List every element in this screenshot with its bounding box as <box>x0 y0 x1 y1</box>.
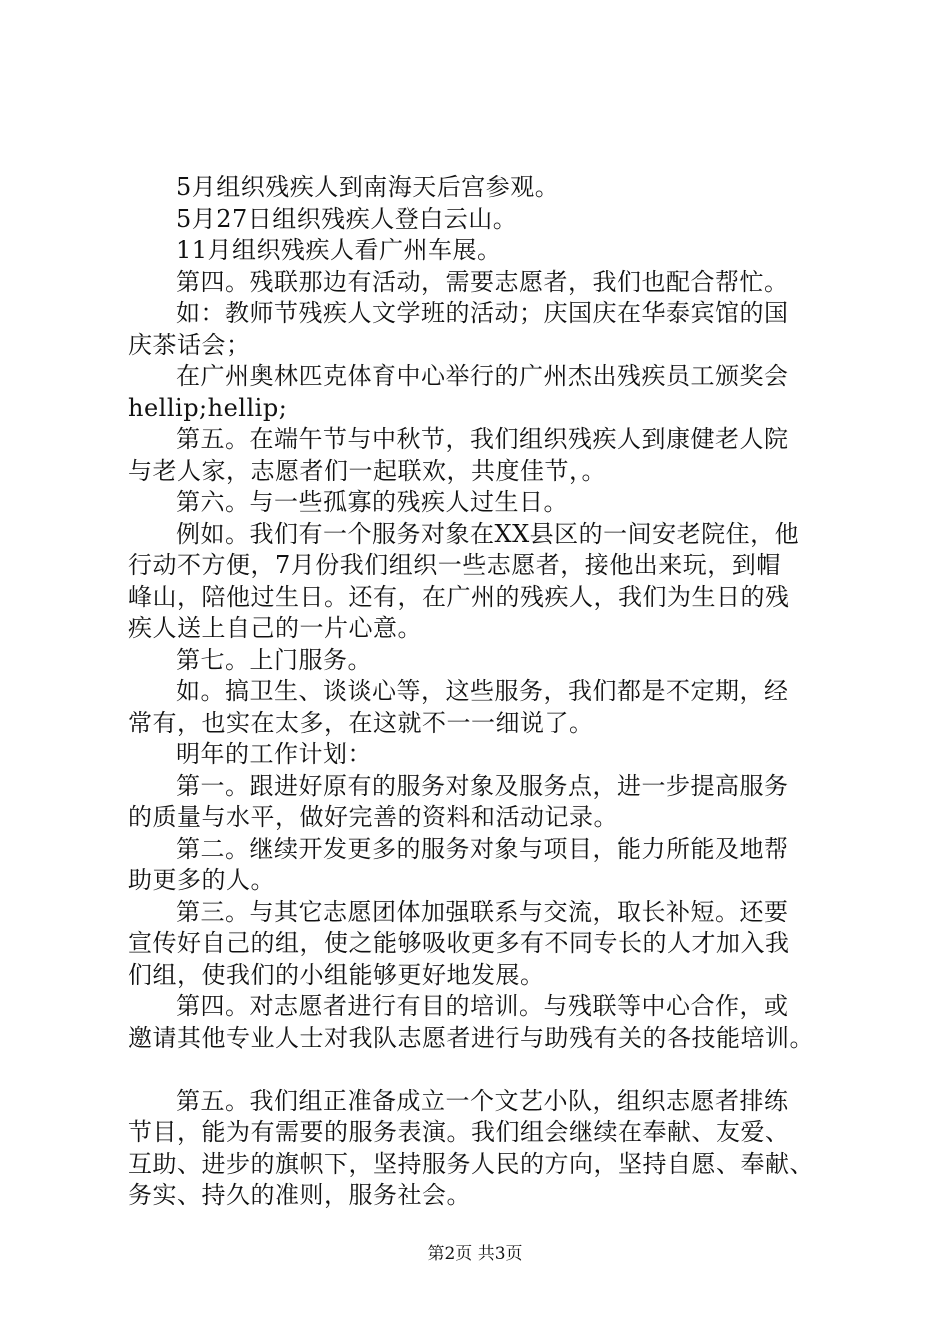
paragraph-line: 助更多的人。 <box>128 866 275 894</box>
paragraph-line: 宣传好自己的组，使之能够吸收更多有不同专长的人才加入我 <box>128 929 790 957</box>
paragraph-line: 们组，使我们的小组能够更好地发展。 <box>128 960 545 989</box>
paragraph-line: 第六。与一些孤寡的残疾人过生日。 <box>176 488 568 516</box>
paragraph-line: 在广州奥林匹克体育中心举行的广州杰出残疾员工颁奖会 <box>176 362 789 390</box>
paragraph-line: 与老人家，志愿者们一起联欢，共度佳节，。 <box>128 456 606 485</box>
paragraph-line: 5月27日组织残疾人登白云山。 <box>176 204 518 233</box>
paragraph-line: 第一。跟进好原有的服务对象及服务点，进一步提高服务 <box>176 771 789 800</box>
paragraph-line: 如。搞卫生、谈谈心等，这些服务，我们都是不定期，经 <box>176 677 789 705</box>
paragraph-line: 疾人送上自己的一片心意。 <box>128 614 422 642</box>
paragraph-line: 例如。我们有一个服务对象在XX县区的一间安老院住，他 <box>176 519 800 548</box>
paragraph-line: 11月组织残疾人看广州车展。 <box>176 236 502 264</box>
paragraph-line: 的质量与水平，做好完善的资料和活动记录。 <box>128 803 618 831</box>
paragraph-spacer <box>128 1054 840 1086</box>
paragraph-line: 常有，也实在太多，在这就不一一细说了。 <box>128 708 594 737</box>
paragraph-line: 第五。在端午节与中秋节，我们组织残疾人到康健老人院 <box>176 425 789 453</box>
paragraph-line: 第四。对志愿者进行有目的培训。与残联等中心合作，或 <box>176 992 789 1020</box>
paragraph-line: 第五。我们组正准备成立一个文艺小队，组织志愿者排练 <box>176 1086 789 1115</box>
paragraph-line: 节目，能为有需要的服务表演。我们组会继续在奉献、友爱、 <box>128 1118 790 1146</box>
paragraph-line: 如：教师节残疾人文学班的活动；庆国庆在华泰宾馆的国 <box>176 299 789 327</box>
paragraph-line: 第二。继续开发更多的服务对象与项目，能力所能及地帮 <box>176 834 789 863</box>
document-body <box>128 172 840 1212</box>
paragraph-line: hellip;hellip; <box>128 393 288 422</box>
page-footer: 第2页 共3页 <box>427 1244 523 1264</box>
paragraph-line: 庆茶话会； <box>128 330 251 359</box>
paragraph-line: 峰山，陪他过生日。还有，在广州的残疾人，我们为生日的残 <box>128 582 790 611</box>
paragraph-line: 第三。与其它志愿团体加强联系与交流，取长补短。还要 <box>176 897 789 926</box>
paragraph-line: 明年的工作计划： <box>176 740 372 768</box>
paragraph-line: 互助、进步的旗帜下，坚持服务人民的方向，坚持自愿、奉献、 <box>128 1149 814 1178</box>
paragraph-line: 第七。上门服务。 <box>176 645 372 674</box>
paragraph-line: 邀请其他专业人士对我队志愿者进行与助残有关的各技能培训。 <box>128 1023 814 1052</box>
paragraph-line: 行动不方便，7月份我们组织一些志愿者，接他出来玩，到帽 <box>128 551 781 579</box>
paragraph-line: 第四。残联那边有活动，需要志愿者，我们也配合帮忙。 <box>176 267 789 296</box>
paragraph-line: 务实、持久的准则，服务社会。 <box>128 1181 471 1209</box>
paragraph-line: 5月组织残疾人到南海天后宫参观。 <box>176 173 560 201</box>
